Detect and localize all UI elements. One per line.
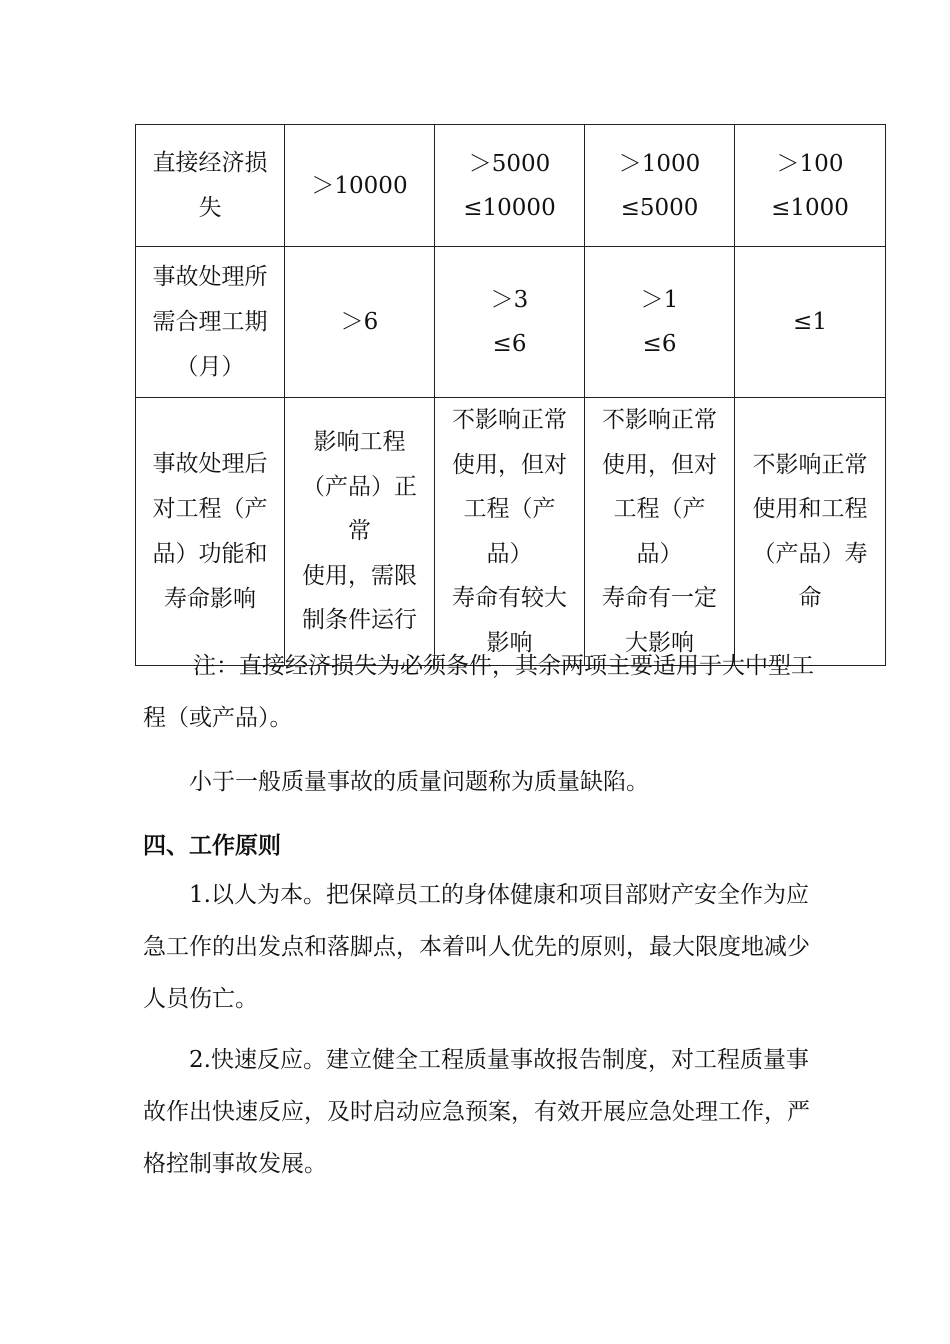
cell-value: ＞1: [640, 287, 679, 313]
cell-line: 大影响: [625, 629, 694, 656]
label-line: 事故处理所: [152, 263, 268, 290]
table-row: [136, 125, 886, 247]
row-label-repair-period: [136, 247, 285, 398]
table-cell: [585, 247, 735, 398]
table-cell: [585, 125, 735, 247]
cell-line: 不影响正常: [452, 407, 567, 433]
cell-value: ＞1000: [618, 150, 701, 177]
table-cell: [285, 247, 435, 398]
cell-value: ≤6: [492, 331, 527, 357]
table-cell: [435, 125, 585, 247]
cell-line: 不影响正常: [752, 451, 868, 478]
cell-line: （产品）寿命: [752, 540, 868, 611]
label-line: 对工程（产: [152, 495, 268, 522]
table-cell: [735, 247, 886, 398]
cell-value: ＞10000: [311, 172, 408, 199]
principle-paragraph: 1.以人为本。把保障员工的身体健康和项目部财产安全作为应急工作的出发点和落脚点，本着叫人优先的原则，最大限度地减少人员伤亡。: [143, 882, 810, 1012]
label-line: 失: [198, 194, 222, 221]
cell-value: ≤6: [642, 331, 677, 357]
row-label-function-impact: [136, 398, 285, 666]
cell-line: 使用，需限: [302, 562, 417, 589]
cell-value: ＞3: [490, 287, 529, 313]
table-cell: [435, 398, 585, 666]
cell-value: ＞6: [340, 309, 379, 335]
cell-line: 制条件运行: [302, 607, 417, 634]
table-cell: [435, 247, 585, 398]
cell-value: ≤10000: [463, 194, 556, 221]
cell-line: 寿命有较大: [452, 585, 567, 611]
cell-line: 影响工程: [313, 429, 406, 456]
table-cell: [285, 125, 435, 247]
section-heading: 四、工作原则: [143, 833, 281, 859]
label-line: （月）: [175, 353, 245, 380]
cell-line: 影响: [486, 629, 533, 656]
cell-line: 使用和工程: [752, 496, 868, 522]
label-line: 寿命影响: [164, 585, 256, 612]
label-line: 事故处理后: [152, 450, 268, 477]
principle-paragraph: 2.快速反应。建立健全工程质量事故报告制度，对工程质量事故作出快速反应，及时启动应急预案，有效开展应急处理工作，严格控制事故发展。: [143, 1047, 810, 1177]
cell-line: （产品）正常: [302, 473, 417, 545]
cell-line: 使用，但对: [602, 451, 717, 478]
cell-line: 使用，但对: [452, 451, 567, 478]
cell-value: ≤1000: [771, 194, 849, 221]
label-line: 品）功能和: [152, 540, 268, 567]
quality-defect-paragraph: 小于一般质量事故的质量问题称为质量缺陷。: [189, 769, 649, 795]
cell-value: ＞5000: [468, 150, 551, 177]
cell-value: ≤1: [793, 309, 827, 335]
cell-value: ≤5000: [620, 194, 699, 221]
cell-line: 不影响正常: [602, 407, 717, 433]
label-line: 需合理工期: [152, 308, 268, 335]
table-cell: [285, 398, 435, 666]
table-row: [136, 398, 886, 666]
label-line: 直接经济损: [152, 149, 268, 176]
table-cell: [585, 398, 735, 666]
table-cell: [735, 125, 886, 247]
cell-line: 寿命有一定: [602, 585, 717, 611]
cell-line: 工程（产品）: [613, 496, 706, 567]
row-label-economic-loss: [136, 125, 285, 247]
cell-line: 工程（产品）: [463, 496, 556, 567]
accident-grade-table: [135, 124, 886, 666]
table-cell: [735, 398, 886, 666]
table-row: [136, 247, 886, 398]
cell-value: ＞100: [776, 150, 844, 177]
table-note: 注：直接经济损失为必须条件，其余两项主要适用于大中型工程（或产品）。: [143, 653, 814, 731]
